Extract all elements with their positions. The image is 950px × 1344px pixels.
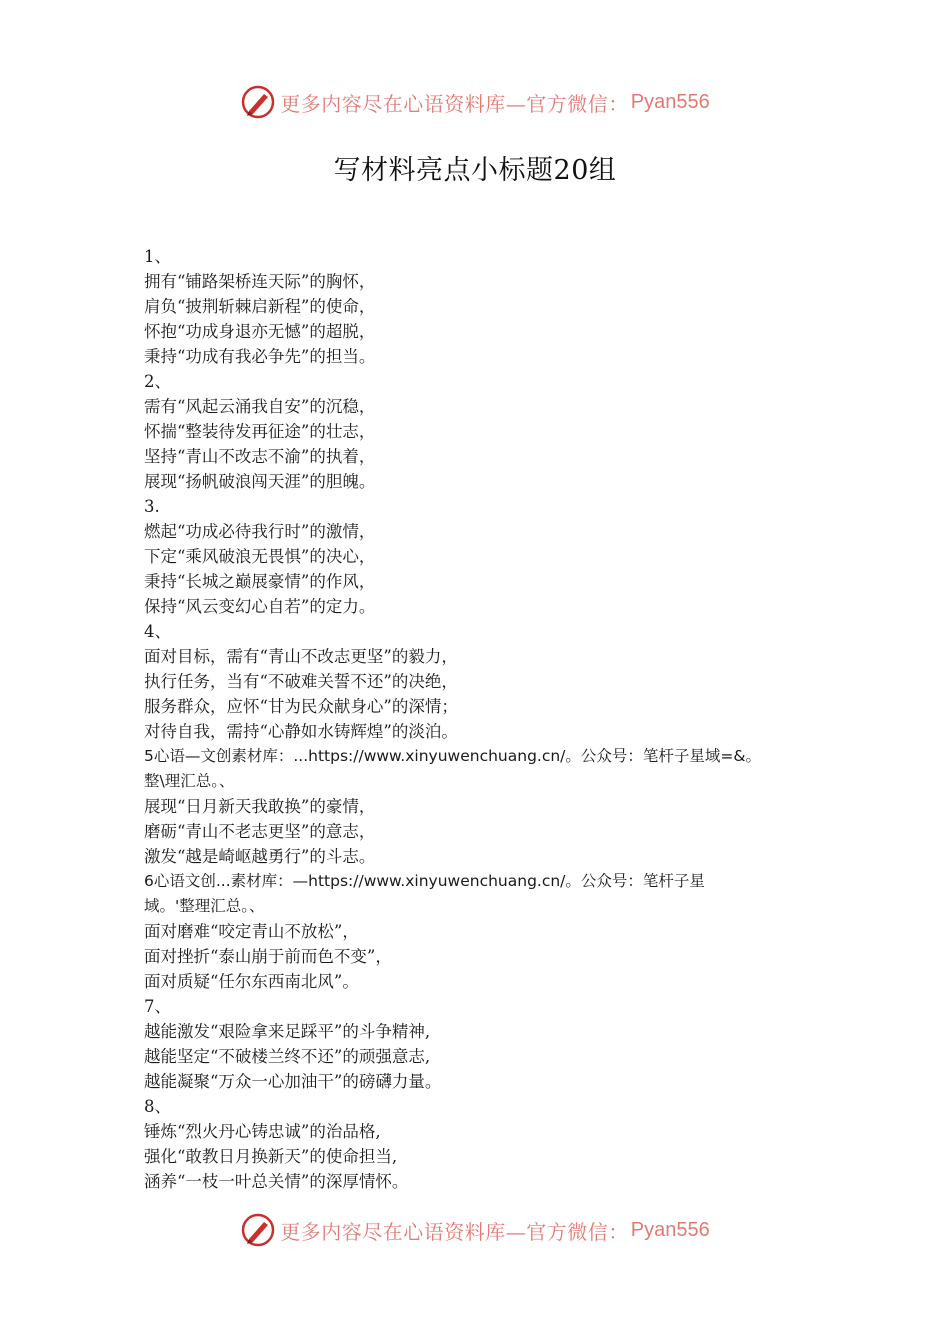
text-line: 肩负“披荆斩棘启新程”的使命， [144, 297, 376, 316]
banner-wechat-id: Pyan556 [630, 1218, 710, 1241]
banner-text: 更多内容尽在心语资料库—官方微信： [280, 1219, 629, 1244]
text-line: 拥有“铺路架桥连天际”的胸怀， [144, 272, 376, 291]
text-line: 怀揣“整装待发再征途”的壮志， [144, 422, 376, 441]
text-line: 燃起“功成必待我行时”的激情， [144, 522, 376, 541]
text-line: 怀抱“功成身退亦无憾”的超脱， [144, 322, 376, 341]
text-line: 3. [144, 497, 160, 516]
page-title: 写材料亮点小标题20组 [333, 155, 617, 186]
source-note-line: 5心语—文创素材库：...https://www.xinyuwenchuang.cn/。公众号：笔杆子星域=&。 [144, 747, 761, 765]
text-line: 秉持“长城之巅展豪情”的作风， [144, 572, 376, 591]
text-line: 展现“扬帆破浪闯天涯”的胆魄。 [144, 472, 376, 491]
header-banner [0, 80, 950, 124]
text-line: 面对目标，需有“青山不改志更坚”的毅力， [144, 647, 458, 666]
text-line: 秉持“功成有我必争先”的担当。 [144, 347, 376, 366]
pen-logo-icon [240, 84, 276, 120]
text-line: 7、 [144, 997, 171, 1016]
source-note-line: 整\理汇总。、 [144, 772, 235, 790]
text-line: 激发“越是崎岖越勇行”的斗志。 [144, 847, 376, 866]
source-note-line: 域。'整理汇总。、 [144, 897, 265, 915]
banner-text: 更多内容尽在心语资料库—官方微信： [280, 91, 629, 116]
text-line: 磨砺“青山不老志更坚”的意志， [144, 822, 376, 841]
text-line: 下定“乘风破浪无畏惧”的决心， [144, 547, 376, 566]
text-line: 面对质疑“任尔东西南北风”。 [144, 972, 359, 991]
text-line: 对待自我，需持“心静如水铸辉煌”的淡泊。 [144, 722, 458, 741]
source-note-line: 6心语文创...素材库：—https://www.xinyuwenchuang.cn/。公众号：笔杆子星 [144, 872, 705, 890]
text-line: 锤炼“烈火丹心铸忠诚”的治品格, [144, 1122, 381, 1141]
text-line: 需有“风起云涌我自安”的沉稳， [144, 397, 376, 416]
text-line: 执行任务，当有“不破难关誓不还”的决绝， [144, 672, 458, 691]
text-line: 展现“日月新天我敢换”的豪情， [144, 797, 376, 816]
text-line: 强化“敢教日月换新天”的使命担当, [144, 1147, 398, 1166]
text-line: 1、 [144, 247, 171, 266]
text-line: 2、 [144, 372, 171, 391]
text-line: 涵养“一枝一叶总关情”的深厚情怀。 [144, 1172, 409, 1191]
text-line: 坚持“青山不改志不渝”的执着， [144, 447, 376, 466]
text-line: 8、 [144, 1097, 171, 1116]
text-line: 越能激发“艰险拿来足踩平”的斗争精神, [144, 1022, 431, 1041]
text-line: 面对磨难“咬定青山不放松”， [144, 922, 359, 941]
document-body [144, 244, 824, 1194]
text-line: 4、 [144, 622, 171, 641]
banner-wechat-id: Pyan556 [630, 90, 710, 113]
footer-banner [0, 1208, 950, 1252]
text-line: 面对挫折“泰山崩于前而色不变”， [144, 947, 392, 966]
pen-logo-icon [240, 1212, 276, 1248]
text-line: 越能凝聚“万众一心加油干”的磅礴力量。 [144, 1072, 442, 1091]
text-line: 越能坚定“不破楼兰终不还”的顽强意志, [144, 1047, 431, 1066]
text-line: 服务群众，应怀“甘为民众献身心”的深情； [144, 697, 458, 716]
text-line: 保持“风云变幻心自若”的定力。 [144, 597, 376, 616]
